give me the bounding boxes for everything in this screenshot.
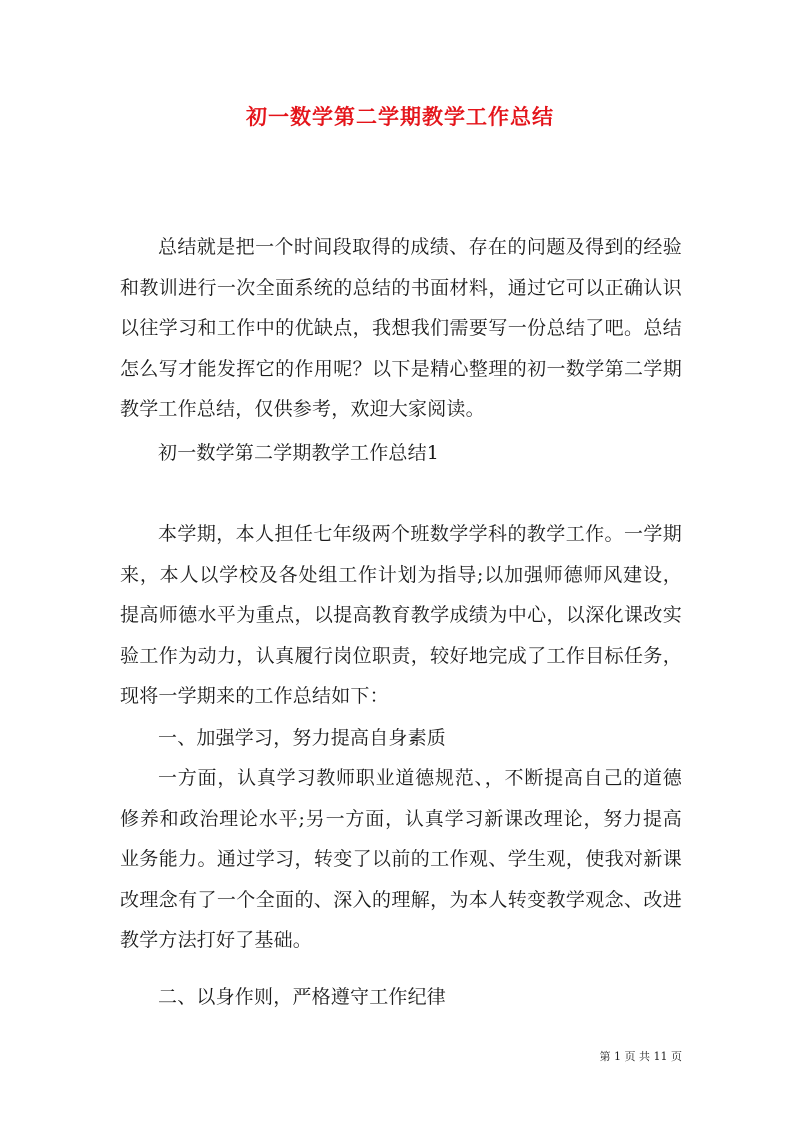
section-heading-2: 二、以身作则，严格遵守工作纪律 — [158, 986, 447, 1008]
body-paragraph: 本学期，本人担任七年级两个班数学学科的教学工作。一学期来，本人以学校及各处组工作计划为指导;以加强师德师风建设，提高师德水平为重点，以提高教育教学成绩为中心，以深化课改实验工作为动力，认真履行岗位职责，较好地完成了工作目标任务，现将一学期来的工作总结如下： — [120, 523, 682, 708]
document-title: 初一数学第二学期教学工作总结 — [246, 104, 554, 129]
section-subtitle: 初一数学第二学期教学工作总结1 — [158, 442, 440, 464]
page-number-footer: 第 1 页 共 11 页 — [599, 1050, 682, 1063]
section-heading-1: 一、加强学习，努力提高自身素质 — [158, 727, 447, 749]
intro-paragraph: 总结就是把一个时间段取得的成绩、存在的问题及得到的经验和教训进行一次全面系统的总结的书面材料，通过它可以正确认识以往学习和工作中的优缺点，我想我们需要写一份总结了吧。总结怎么写才能发挥它的作用呢？以下是精心整理的初一数学第二学期教学工作总结，仅供参考，欢迎大家阅读。 — [120, 236, 682, 421]
body-paragraph: 一方面，认真学习教师职业道德规范、，不断提高自己的道德修养和政治理论水平;另一方面，认真学习新课改理论，努力提高业务能力。通过学习，转变了以前的工作观、学生观，使我对新课改理念有了一个全面的、深入的理解，为本人转变教学观念、改进教学方法打好了基础。 — [120, 767, 682, 952]
